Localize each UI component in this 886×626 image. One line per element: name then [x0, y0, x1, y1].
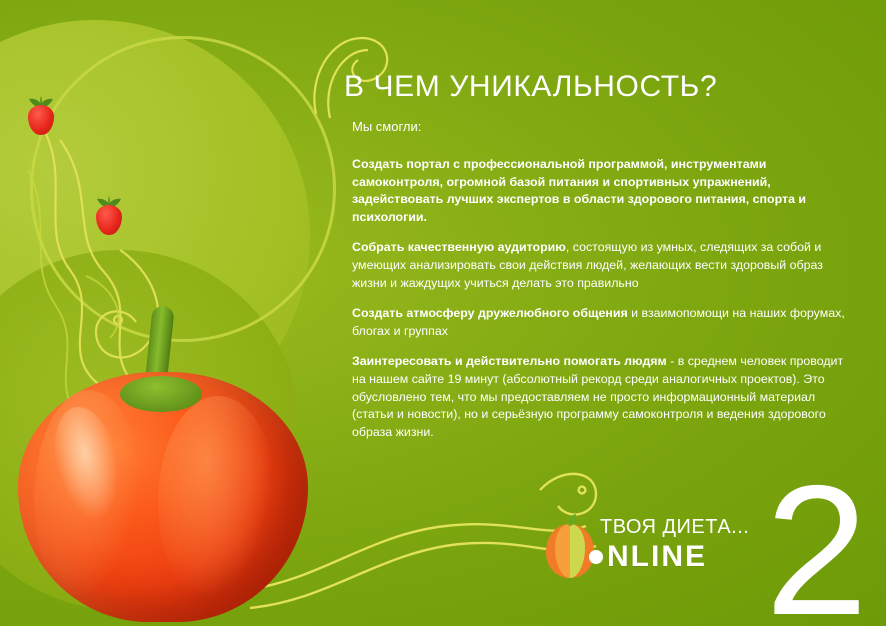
logo-wordmark	[588, 542, 705, 572]
pepper-lobe-right	[158, 396, 278, 608]
paragraph-4-rest: - в среднем человек проводит на нашем сайте 19 минут (абсолютный рекорд среди аналогичных проектов). Это обусловлено тем, что мы предоставляем не просто информационный материал (статьи и новости), но и серьёзную программу самоконтроля и ведения здорового образа жизни.	[352, 354, 844, 439]
paragraph-3	[352, 305, 852, 340]
logo[interactable]	[520, 500, 770, 592]
paragraph-1-lead: Создать портал с профессиональной программой, инструментами самоконтроля, огромной базой питания и спортивных упражнений, задействовать лучших экспертов в области здорового питания, спорта и психологии.	[352, 157, 807, 224]
strawberry-icon	[96, 196, 126, 238]
paragraph-3-lead: Создать атмосферу дружелюбного общения	[352, 306, 628, 321]
paragraph-2-lead: Собрать качественную аудиторию	[352, 240, 566, 255]
logo-top-text: ТВОЯ ДИЕТА...	[600, 516, 750, 538]
logo-letter-i: I	[651, 540, 660, 573]
paragraph-2	[352, 239, 852, 292]
logo-letter-n2: N	[661, 540, 684, 573]
intro-line: Мы смогли:	[352, 119, 422, 134]
paragraph-2-rest: , состоящую из умных, следящих за собой и умеющих анализировать свои действия людей, желающих вести здоровый образ жизни и жаждущих учиться делать это правильно	[352, 240, 823, 290]
paragraph-3-rest: и взаимопомощи на наших форумах, блогах и группах	[352, 306, 845, 338]
bell-pepper-image	[8, 300, 328, 626]
paragraph-1	[352, 156, 852, 226]
page-number: 2	[765, 448, 868, 626]
page-title: В ЧЕМ УНИКАЛЬНОСТЬ?	[344, 70, 718, 104]
logo-letter-o	[589, 550, 603, 564]
logo-letter-n: N	[607, 540, 629, 573]
strawberry-body	[28, 105, 54, 135]
body-copy	[352, 156, 852, 455]
paragraph-4-lead: Заинтересовать и действительно помогать людям	[352, 354, 667, 369]
strawberry-body	[96, 205, 122, 235]
logo-letter-l: L	[630, 540, 649, 573]
logo-letter-e: E	[685, 540, 706, 573]
decorative-circle-outline	[30, 36, 336, 342]
paragraph-4	[352, 353, 852, 441]
pepper-cap	[120, 376, 202, 412]
strawberry-icon	[28, 96, 58, 138]
